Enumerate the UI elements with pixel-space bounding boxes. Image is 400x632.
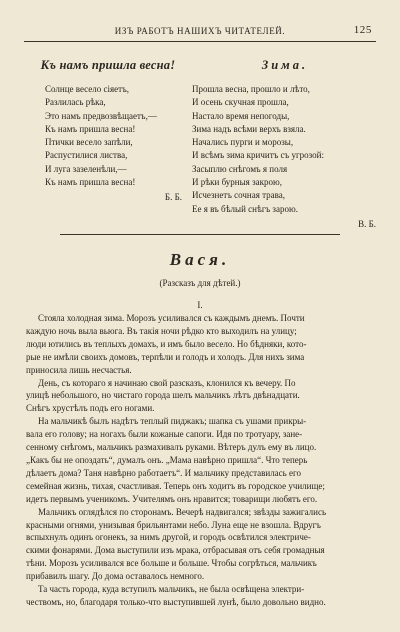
text-line: рые не имѣли своихъ домовъ, терпѣли и голодъ и холодъ. Для нихъ зима <box>26 351 305 362</box>
page-number: 125 <box>353 24 372 36</box>
story-subtitle: (Разсказъ для дѣтей.) <box>159 278 241 288</box>
text-line: „Какъ бы не опоздать“, думалъ онъ. „Мама навѣрно пришла“. Что теперь <box>26 454 308 465</box>
header-rule <box>24 41 376 42</box>
text-line: каждую ночь выла вьюга. Въ такія ночи рѣдко кто выходилъ на улицу; <box>26 325 297 336</box>
text-line: вала его голову; на ногахъ были кожаные сапоги. Идя по тротуару, зане- <box>26 429 303 440</box>
poem-lines <box>45 83 188 189</box>
text-line: тѣни. Морозъ усиливался все больше и больше. Чтобы согрѣться, мальчикъ <box>26 558 317 569</box>
poem-line: Засыплю снѣгомъ я поля <box>192 163 288 174</box>
text-line: Стояла холодная зима. Морозъ усиливался съ каждымъ днемъ. Почти <box>38 313 305 323</box>
poem-line: Настало время непогоды, <box>192 110 290 121</box>
poem-line: Птички весело запѣли, <box>45 137 133 148</box>
poem-winter <box>190 58 380 229</box>
poem-spring <box>28 58 188 202</box>
poem-line: Къ намъ пришла весна! <box>45 123 136 134</box>
poem-line: Исчезнетъ сочная трава, <box>192 190 286 201</box>
poem-line: Начались пурги и морозы, <box>192 137 294 148</box>
poem-lines <box>192 83 380 216</box>
text-line: улицѣ небольшого, но чистаго города шелъ мальчикъ лѣтъ двѣнадцати. <box>26 390 300 401</box>
running-head <box>0 23 400 39</box>
poem-line: Къ намъ пришла весна! <box>45 177 136 188</box>
poem-line: И всѣмъ зима кричитъ съ угрозой: <box>192 150 324 161</box>
story-title: Вася. <box>169 250 231 269</box>
poem-signature: В. Б. <box>358 218 376 229</box>
text-line: приносила лишь несчастья. <box>26 364 132 375</box>
text-line: Та часть города, куда вступилъ мальчикъ, не была освѣщена электри- <box>38 584 305 595</box>
poem-signature: Б. Б. <box>164 192 182 203</box>
poem-title: Зима. <box>261 58 309 72</box>
poem-line: Разлилась рѣка, <box>45 97 106 108</box>
poem-title: Къ намъ пришла весна! <box>40 58 176 72</box>
chapter-number: I. <box>197 300 203 310</box>
text-line: семейная жизнь, тихая, счастливая. Теперь онъ ходитъ въ городское училище; <box>26 480 325 491</box>
text-line: идетъ первымъ ученикомъ. Учителямъ онъ нравится; товарищи любятъ его. <box>26 493 318 504</box>
running-title: ИЗЪ РАБОТЪ НАШИХЪ ЧИТАТЕЛЕЙ. <box>114 26 286 36</box>
poem-line: Это намъ предвозвѣщаетъ,— <box>45 110 157 121</box>
text-line: чествомъ, но, благодаря только-что выступившей лунѣ, было довольно видно. <box>26 596 326 607</box>
text-line: сенному снѣгомъ, мальчикъ размахивалъ руками. Вѣтеръ дулъ ему въ лицо. <box>26 442 317 453</box>
text-line: День, съ котораго я начинаю свой разсказъ, клонился къ вечеру. По <box>38 377 296 388</box>
text-line: дѣлаетъ дома? Таня навѣрно работаетъ“. И мальчику представилась его <box>26 467 301 478</box>
text-line: Мальчикъ оглядѣлся по сторонамъ. Вечерѣ надвигался; звѣзды зажигались <box>38 506 327 517</box>
text-line: люди ютились въ теплыхъ домахъ, и имъ было весело. Но бѣдняки, кото- <box>26 338 307 349</box>
text-line: вспыхнулъ одинъ огонекъ, за нимъ другой, и городъ освѣтился электриче- <box>26 532 311 543</box>
poem-line: Солнце весело сіяетъ, <box>45 84 129 94</box>
text-line: На мальчикѣ былъ надѣтъ теплый пиджакъ; шапка съ ушами прикры- <box>38 416 307 427</box>
poem-line: И осень скучная прошла, <box>192 97 289 108</box>
poem-line: Распустилися листва, <box>45 150 128 161</box>
text-line: красными огнями, унизывая брильянтами небо. Луна еще не взошла. Вдругъ <box>26 519 321 530</box>
poem-line: Зима надъ всѣми верхъ взяла. <box>192 123 306 134</box>
text-line: Снѣгъ хрустѣлъ подъ его ногами. <box>26 403 155 414</box>
section-divider <box>60 234 340 235</box>
poem-line: И луга зазеленѣли,— <box>45 163 127 174</box>
text-line: прибавилъ шагу. До дома оставалось немного. <box>26 571 205 582</box>
poem-line: Ее я въ бѣлый снѣгъ зарою. <box>192 203 298 214</box>
poem-line: Прошла весна, прошло и лѣто, <box>192 84 310 94</box>
text-line: скими фонарями. Дома выступили изъ мрака, отбрасывая отъ себя громадныя <box>26 545 325 556</box>
poem-line: И рѣки бурныя закрою, <box>192 177 282 188</box>
story-body <box>26 312 377 609</box>
